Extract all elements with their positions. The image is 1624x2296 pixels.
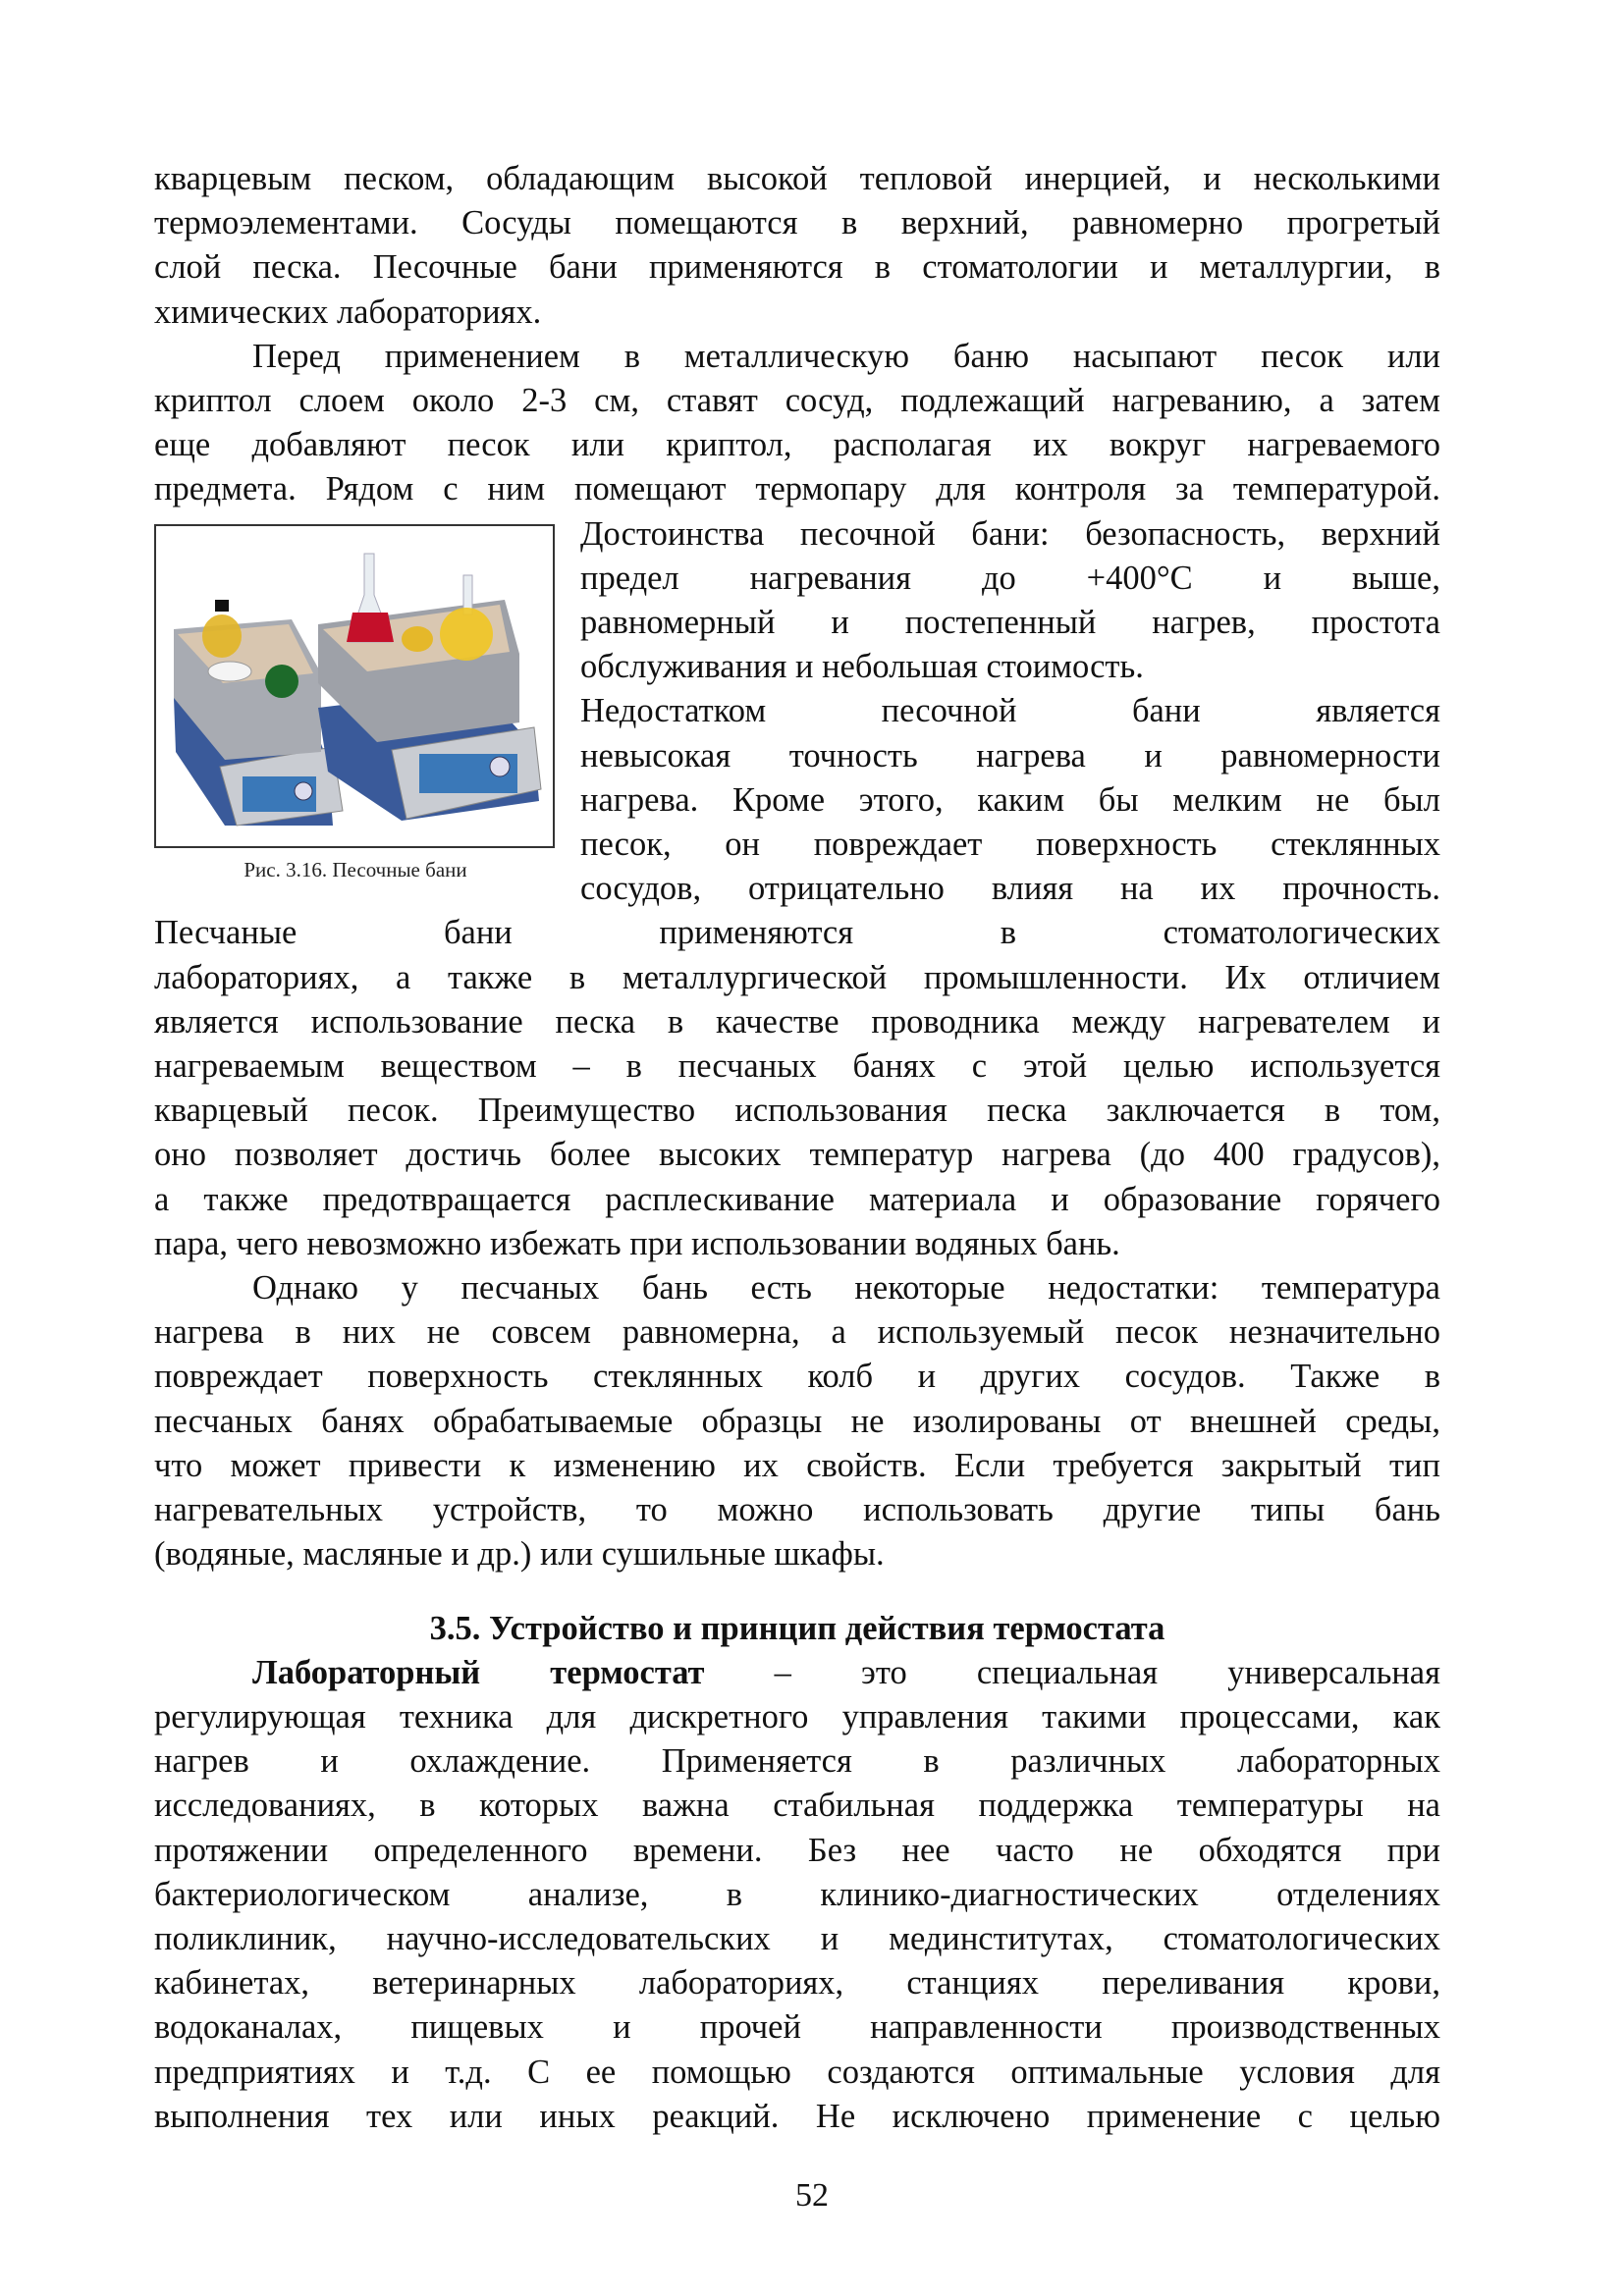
text-line: невысокая точность нагрева и равномерности (580, 736, 1440, 774)
text-line: пара, чего невозможно избежать при использовании водяных бань. (154, 1224, 1120, 1262)
text-line: поликлиник, научно-исследовательских и мединститутах, стоматологических (154, 1919, 1440, 1957)
text-line: Недостатком песочной бани является (580, 692, 1440, 730)
text-line: нагрева. Кроме этого, каким бы мелким не был (580, 780, 1440, 819)
paragraph-shortcomings (154, 1266, 1440, 1576)
text-line: нагревательных устройств, то можно использовать другие типы бань (154, 1491, 1440, 1529)
text-line: Песчаные бани применяются в стоматологических (154, 914, 1440, 952)
paragraph-before-use (154, 335, 1440, 512)
round-flask (440, 608, 493, 661)
text-line: еще добавляют песок или криптол, располагая их вокруг нагреваемого (154, 426, 1440, 464)
red-liquid (347, 613, 394, 642)
text-line: песчаных банях обрабатываемые образцы не изолированы от внешней среды, (154, 1402, 1440, 1440)
figure-caption: Рис. 3.16. Песочные бани (244, 857, 467, 881)
text-line: лабораториях, а также в металлургической промышленности. Их отличием (154, 958, 1440, 996)
left-knob (295, 782, 312, 800)
text-line: Однако у песчаных бань есть некоторые недостатки: температура (252, 1269, 1440, 1308)
text-line: оно позволяет достичь более высоких температур нагрева (до 400 градусов), (154, 1136, 1440, 1174)
text-line: а также предотвращается расплескивание материала и образование горячего (154, 1180, 1440, 1218)
dish (208, 662, 251, 681)
sand-bath-illustration (156, 526, 553, 846)
text-line: песок, он повреждает поверхность стеклянных (580, 826, 1440, 864)
text-line: кварцевым песком, обладающим высокой тепловой инерцией, и несколькими (154, 160, 1440, 197)
text-line (154, 1651, 1440, 1695)
paragraph-thermostat (154, 1651, 1440, 2139)
text-line: нагрева в них не совсем равномерна, а используемый песок незначительно (154, 1313, 1440, 1352)
text-line: Достоинства песочной бани: безопасность, верхний (580, 514, 1440, 553)
page-number: 52 (795, 2177, 829, 2214)
text-line: является использование песка в качестве проводника между нагревателем и (154, 1002, 1440, 1041)
text-line: слой песка. Песочные бани применяются в стоматологии и металлургии, в (154, 248, 1440, 287)
text-line: исследованиях, в которых важна стабильная поддержка температуры на (154, 1787, 1440, 1825)
small-yellow-flask (402, 626, 433, 652)
text-line: (водяные, масляные и др.) или сушильные шкафы. (154, 1535, 885, 1574)
page-body (154, 157, 1440, 2139)
text-line: водоканалах, пищевых и прочей направленности производственных (154, 2008, 1440, 2047)
text-line: кварцевый песок. Преимущество использования песка заключается в том, (154, 1092, 1440, 1130)
text-line: регулирующая техника для дискретного управления такими процессами, как (154, 1697, 1440, 1735)
text-line: что может привести к изменению их свойств. Если требуется закрытый тип (154, 1446, 1440, 1484)
text-line: предмета. Рядом с ним помещают термопару для контроля за температурой. (154, 470, 1440, 508)
text-line: сосудов, отрицательно влияя на их прочность. (580, 870, 1440, 908)
text-line: бактериологическом анализе, в клинико-диагностических отделениях (154, 1875, 1440, 1913)
text-line: нагреваемым веществом – в песчаных банях с этой целью используется (154, 1047, 1440, 1086)
text-line: химических лабораториях. (154, 293, 542, 331)
text-line: нагрев и охлаждение. Применяется в различных лабораторных (154, 1742, 1440, 1781)
paragraph-quartz-sand (154, 157, 1440, 335)
yellow-bottle (202, 614, 242, 658)
text-line: предел нагревания до +400°С и выше, (580, 559, 1440, 597)
term-thermostat: Лабораторный термостат (252, 1653, 705, 1691)
text-line: Перед применением в металлическую баню насыпают песок или (252, 337, 1440, 375)
right-knob (490, 757, 510, 776)
text-line: обслуживания и небольшая стоимость. (580, 648, 1144, 686)
text-line: кабинетах, ветеринарных лабораториях, станциях переливания крови, (154, 1964, 1440, 2002)
text-line: криптол слоем около 2-3 см, ставят сосуд, подлежащий нагреванию, а затем (154, 382, 1440, 420)
text-line: равномерный и постепенный нагрев, простота (580, 604, 1440, 642)
text-line: термоэлементами. Сосуды помещаются в верхний, равномерно прогретый (154, 204, 1440, 242)
bottle-cap (215, 600, 229, 612)
text-line: выполнения тех или иных реакций. Не исключено применение с целью (154, 2097, 1440, 2135)
text-line: протяжении определенного времени. Без нее часто не обходятся при (154, 1831, 1440, 1869)
green-flask (265, 665, 298, 698)
definition-start: – это специальная универсальная (704, 1653, 1440, 1691)
text-line: повреждает поверхность стеклянных колб и других сосудов. Также в (154, 1358, 1440, 1396)
text-line: предприятиях и т.д. С ее помощью создаются оптимальные условия для (154, 2053, 1440, 2091)
section-heading: 3.5. Устройство и принцип действия термостата (429, 1609, 1165, 1647)
figure-image (154, 524, 555, 848)
figure-sand-baths (154, 512, 557, 883)
